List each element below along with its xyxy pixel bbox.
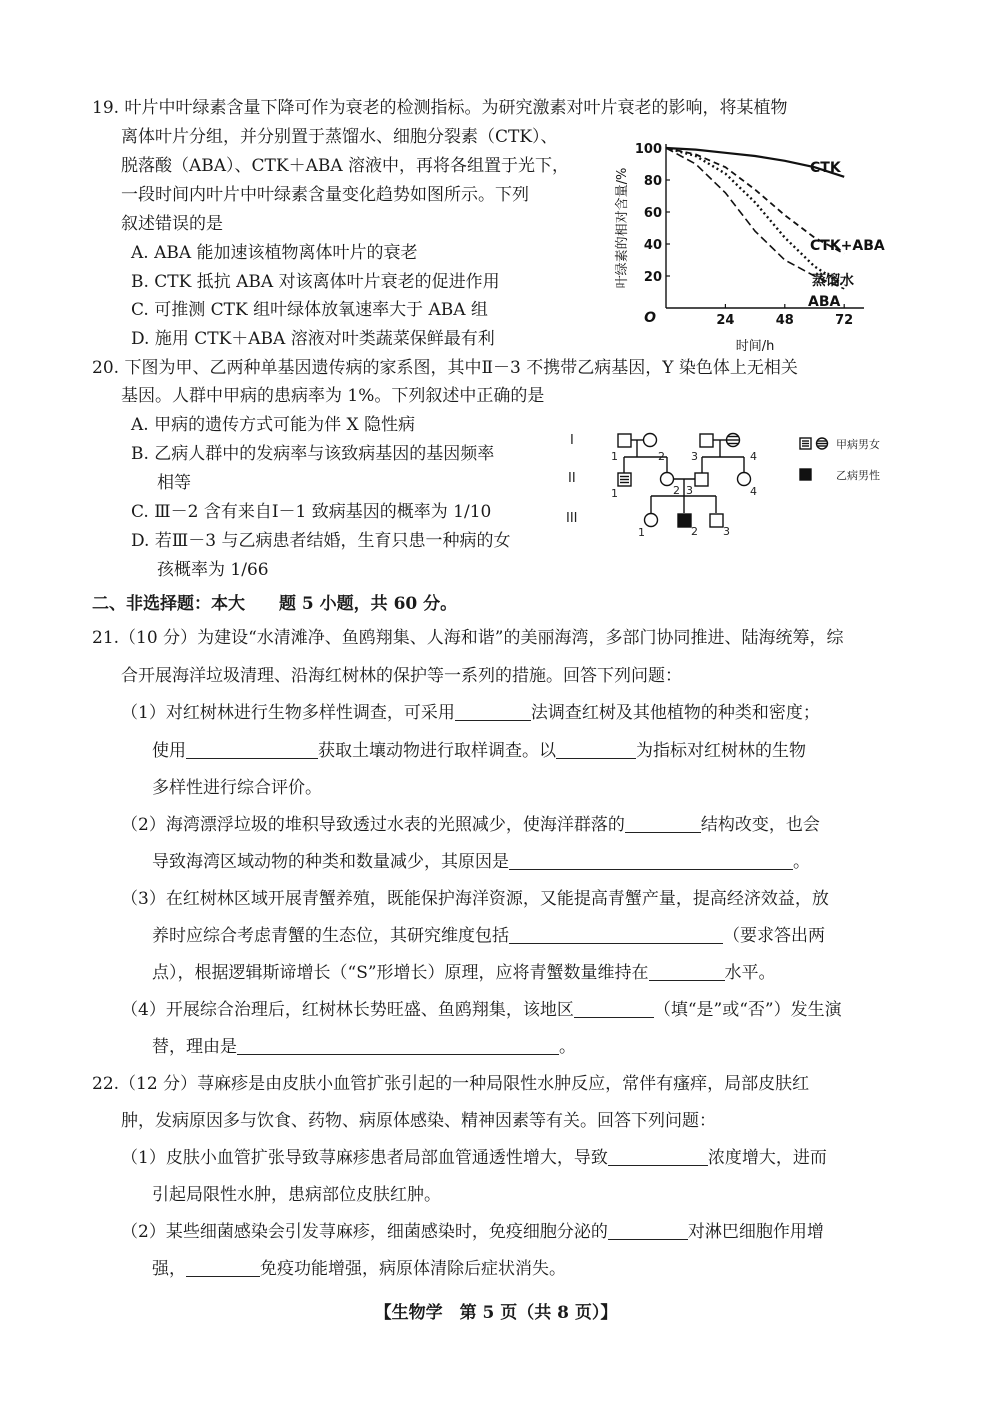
q19-stem-line: 离体叶片分组，并分别置于蒸馏水、细胞分裂素（CTK）、 (121, 127, 558, 147)
answer-blank[interactable] (509, 851, 793, 870)
q22-stem-line: 22.（12 分）荨麻疹是由皮肤小血管扩张引起的一种局限性水肿反应，常伴有瘙痒，局部皮肤红 (92, 1074, 810, 1094)
legend-yi-label: 乙病男性 (836, 469, 880, 482)
q21-part4-line: （4）开展综合治理后，红树林长势旺盛、鱼鸥翔集，该地区 （填“是”或“否”）发生演 (121, 1000, 842, 1020)
y-tick-label: 40 (643, 238, 662, 253)
q20-stem-line: 基因。人群中甲病的患病率为 1%。下列叙述中正确的是 (121, 386, 545, 406)
q21-part4-line: 替，理由是 。 (152, 1037, 576, 1057)
pedigree-i2 (644, 434, 657, 447)
pedigree-num: 1 (638, 526, 645, 539)
q20-option-d: D. 若Ⅲ－3 与乙病患者结婚，生育只患一种病的女 (131, 531, 511, 551)
q19-option-d: D. 施用 CTK＋ABA 溶液对叶类蔬菜保鲜最有利 (131, 329, 495, 349)
q21-part2-line: （2）海湾漂浮垃圾的堆积导致透过水表的光照减少，使海洋群落的 结构改变，也会 (121, 815, 820, 835)
y-axis-label: 叶绿素的相对含量/% (615, 167, 630, 289)
answer-blank[interactable] (649, 962, 725, 981)
pedigree-ii2 (661, 473, 674, 486)
q20-option-a: A. 甲病的遗传方式可能为伴 X 隐性病 (131, 415, 415, 435)
q20-stem-line: 20. 下图为甲、乙两种单基因遗传病的家系图，其中Ⅱ－3 不携带乙病基因，Y 染色体上无相关 (92, 358, 798, 378)
series-label-3: ABA (808, 294, 841, 310)
y-tick-label: 60 (643, 206, 662, 221)
answer-blank[interactable] (186, 1258, 260, 1277)
q22-part1-line: （1）皮肤小血管扩张导致荨麻疹患者局部血管通透性增大，导致 浓度增大，进而 (121, 1148, 827, 1168)
pedigree-i1 (618, 434, 631, 447)
legend-yi-male-icon (800, 469, 811, 480)
q22-part1-line: 引起局限性水肿，患病部位皮肤红肿。 (152, 1185, 441, 1205)
pedigree-iii2 (678, 514, 691, 527)
pedigree-ii3 (695, 473, 708, 486)
q19-option-a: A. ABA 能加速该植物离体叶片的衰老 (131, 243, 418, 263)
q22-stem-line: 肿，发病原因多与饮食、药物、病原体感染、精神因素等有关。回答下列问题： (121, 1111, 716, 1131)
pedigree-num: 4 (750, 450, 757, 463)
q20-option-b: B. 乙病人群中的发病率与该致病基因的基因频率 (131, 444, 495, 464)
chart-labels (614, 168, 774, 354)
gen-label-i: I (570, 433, 574, 448)
pedigree-num: 3 (686, 484, 693, 497)
q21-part3-line: 养时应综合考虑青蟹的生态位，其研究维度包括 （要求答出两 (152, 926, 825, 946)
q22-part2-line: （2）某些细菌感染会引发荨麻疹，细菌感染时，免疫细胞分泌的 对淋巴细胞作用增 (121, 1222, 824, 1242)
q19-stem-line: 19. 叶片中叶绿素含量下降可作为衰老的检测指标。为研究激素对叶片衰老的影响，将某植物 (92, 98, 788, 118)
y-tick-label: 20 (643, 270, 662, 285)
pedigree-num: 3 (691, 450, 698, 463)
pedigree-i3 (700, 434, 713, 447)
pedigree-ii4 (738, 473, 751, 486)
q21-part2-line: 导致海湾区域动物的种类和数量减少，其原因是 。 (152, 852, 810, 872)
q20-option-b-cont: 相等 (157, 473, 191, 493)
pedigree-num: 2 (658, 450, 665, 463)
answer-blank[interactable] (574, 999, 654, 1018)
q21-part1-line: 使用 获取土壤动物进行取样调查。以 为指标对红树林的生物 (152, 741, 806, 761)
series-label-0: CTK (810, 160, 841, 176)
q22-part2-line: 强， 免疫功能增强，病原体清除后症状消失。 (152, 1259, 566, 1279)
x-axis-label: 时间/h (735, 339, 775, 354)
pedigree-iii3 (710, 514, 723, 527)
y-tick-label: 100 (634, 142, 662, 157)
pedigree-num: 2 (691, 525, 698, 538)
pedigree-iii1 (645, 514, 658, 527)
chlorophyll-chart (608, 132, 908, 362)
series-label-1: CTK+ABA (810, 238, 885, 254)
pedigree-num: 3 (723, 525, 730, 538)
q19-stem-line: 叙述错误的是 (121, 214, 223, 234)
pedigree-diagram (560, 424, 900, 544)
gen-label-ii: II (568, 471, 576, 486)
q21-part3-line: 点），根据逻辑斯谛增长（“S”形增长）原理，应将青蟹数量维持在 水平。 (152, 963, 776, 983)
answer-blank[interactable] (608, 1221, 688, 1240)
answer-blank[interactable] (556, 740, 636, 759)
answer-blank[interactable] (509, 925, 723, 944)
chart-series (666, 148, 885, 310)
page-footer: 【生物学 第 5 页（共 8 页）】 (374, 1303, 618, 1323)
q21-stem-line: 21.（10 分）为建设“水清滩净、鱼鸥翔集、人海和谐”的美丽海湾，多部门协同推进、陆海统筹，综 (92, 628, 844, 648)
pedigree-num: 2 (673, 484, 680, 497)
pedigree-num: 1 (611, 450, 618, 463)
y-tick-label: 80 (643, 174, 662, 189)
origin-label: O (644, 310, 656, 326)
q19-stem-line: 脱落酸（ABA）、CTK＋ABA 溶液中，再将各组置于光下， (121, 156, 570, 176)
legend-jia-label: 甲病男女 (836, 438, 880, 451)
answer-blank[interactable] (608, 1147, 708, 1166)
answer-blank[interactable] (237, 1036, 559, 1055)
q21-stem-line: 合开展海洋垃圾清理、沿海红树林的保护等一系列的措施。回答下列问题： (121, 666, 682, 686)
q21-part1-line: （1）对红树林进行生物多样性调查，可采用 法调查红树及其他植物的种类和密度； (121, 703, 820, 723)
gen-label-iii: III (566, 511, 578, 526)
x-tick-label: 48 (775, 313, 794, 328)
answer-blank[interactable] (455, 702, 531, 721)
answer-blank[interactable] (186, 740, 318, 759)
q21-part1-line: 多样性进行综合评价。 (152, 778, 322, 798)
pedigree-num: 4 (750, 485, 757, 498)
q19-option-c: C. 可推测 CTK 组叶绿体放氧速率大于 ABA 组 (131, 300, 488, 320)
section-header: 二、非选择题：本大 题 5 小题，共 60 分。 (92, 594, 458, 614)
q21-part3-line: （3）在红树林区域开展青蟹养殖，既能保护海洋资源，又能提高青蟹产量，提高经济效益，放 (121, 889, 829, 909)
pedigree-num: 1 (611, 487, 618, 500)
q20-option-d-cont: 孩概率为 1/66 (157, 560, 269, 580)
q20-option-c: C. Ⅲ－2 含有来自Ⅰ－1 致病基因的概率为 1/10 (131, 502, 492, 522)
q19-option-b: B. CTK 抵抗 ABA 对该离体叶片衰老的促进作用 (131, 272, 500, 292)
x-tick-label: 24 (716, 313, 735, 328)
q19-stem-line: 一段时间内叶片中叶绿素含量变化趋势如图所示。下列 (121, 185, 529, 205)
answer-blank[interactable] (625, 814, 701, 833)
x-tick-label: 72 (835, 313, 854, 328)
series-label-2: 蒸馏水 (812, 273, 854, 289)
